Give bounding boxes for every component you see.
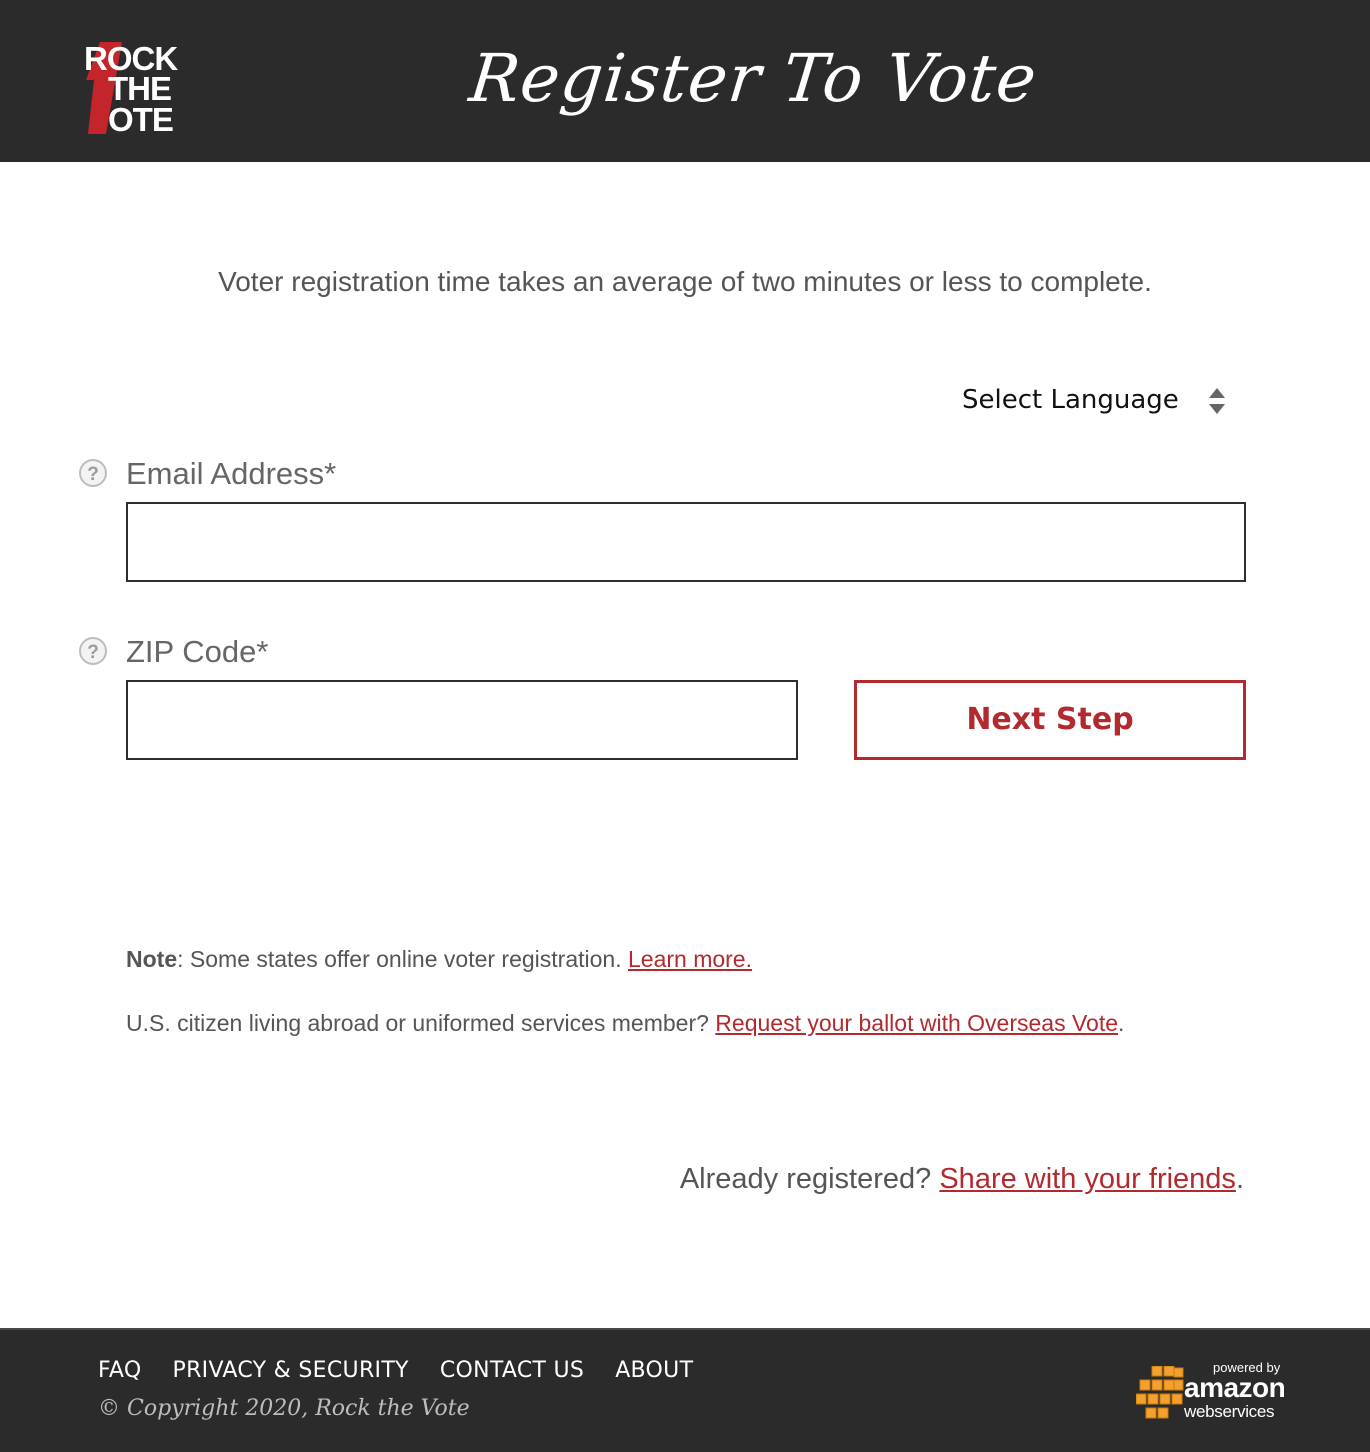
svg-text:OTE: OTE (108, 101, 173, 134)
next-step-button[interactable]: Next Step (854, 680, 1246, 760)
already-registered (680, 1163, 1244, 1196)
svg-text:ROCK: ROCK (84, 42, 178, 77)
aws-logo[interactable] (1136, 1360, 1288, 1422)
zip-field[interactable] (126, 680, 798, 760)
note-bold: Note (126, 946, 178, 972)
svg-text:?: ? (87, 642, 99, 663)
footer-link-privacy[interactable]: PRIVACY & SECURITY (172, 1358, 409, 1383)
aws-amazon-text: amazon (1184, 1372, 1286, 1403)
learn-more-link[interactable]: Learn more. (627, 946, 752, 972)
aws-powered-by: powered by (1213, 1360, 1281, 1375)
svg-text:THE: THE (108, 70, 171, 107)
already-text: Already registered? (679, 1163, 940, 1195)
footer-link-faq[interactable]: FAQ (98, 1358, 142, 1383)
intro-text: Voter registration time takes an average of two minutes or less to complete. (218, 266, 1152, 297)
online-registration-note (126, 946, 752, 973)
site-footer (0, 1328, 1370, 1452)
rock-the-vote-logo[interactable] (84, 42, 204, 134)
updown-arrows-icon (1206, 384, 1228, 418)
page-title: Register To Vote (465, 40, 1041, 117)
note-text: : Some states offer online voter registration. (177, 946, 628, 972)
footer-link-contact[interactable]: CONTACT US (439, 1358, 585, 1383)
email-field[interactable] (126, 502, 1246, 582)
share-friends-link[interactable]: Share with your friends (939, 1163, 1236, 1195)
zip-label: ZIP Code* (126, 634, 269, 669)
language-select-value: Select Language (962, 385, 1179, 415)
overseas-note (126, 1010, 1124, 1037)
help-icon[interactable] (78, 636, 108, 666)
site-header (0, 0, 1370, 162)
footer-link-about[interactable]: ABOUT (615, 1358, 694, 1383)
svg-text:?: ? (87, 464, 99, 485)
already-period: . (1235, 1163, 1244, 1195)
aws-cubes-icon (1136, 1366, 1184, 1427)
email-label: Email Address* (126, 456, 337, 491)
overseas-text: U.S. citizen living abroad or uniformed services member? (126, 1010, 716, 1036)
overseas-vote-link[interactable]: Request your ballot with Overseas Vote (715, 1010, 1119, 1036)
copyright: © Copyright 2020, Rock the Vote (98, 1396, 470, 1421)
aws-webservices-text: webservices (1184, 1402, 1275, 1421)
help-icon[interactable] (78, 458, 108, 488)
language-select[interactable] (960, 382, 1230, 422)
footer-nav (98, 1358, 693, 1383)
overseas-period: . (1118, 1010, 1125, 1036)
